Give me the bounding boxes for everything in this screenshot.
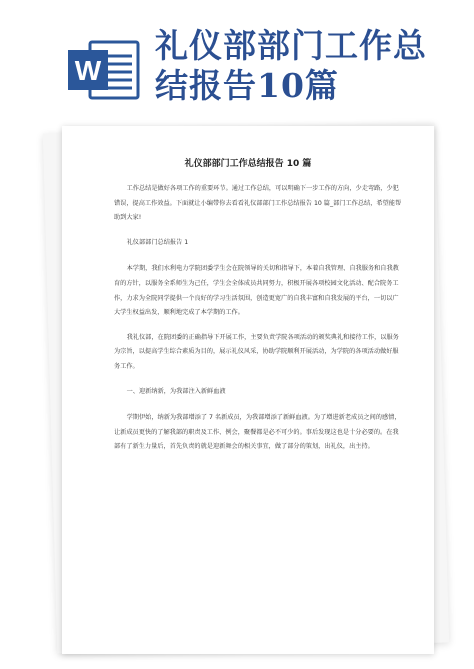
banner: [0, 0, 474, 122]
document-body: [114, 182, 402, 465]
section-heading-recruit: 一、迎新纳新，为我部注入新鲜血液: [126, 387, 226, 395]
body-paragraph-recruit: 学期伊始，纳新为我部增添了 7 名新成员，为我部增添了新鲜血液。为了增进新老成员之间的感情，让新成员更快的了解我部的职责及工作、例会，聚餐都是必不可少的。事后发现这也是十分必要的。在我部有了新生力量后，首先负责的就是迎新舞会的相关事宜，做了部分的策划，出礼仪，出主持。: [114, 414, 401, 451]
banner-title-line-2: 结报告10篇: [155, 66, 339, 105]
word-icon-letter: W: [74, 55, 102, 86]
banner-title: [155, 26, 465, 106]
document-page: [62, 126, 434, 654]
intro-paragraph: 工作总结是做好各项工作的重要环节。通过工作总结，可以明确下一步工作的方向，少走弯路，少犯错误，提高工作效益。下面就让小编带你去看看礼仪部部门工作总结报告 10 篇_部门工作总结，希望能帮助到大家!: [114, 185, 402, 222]
document-title: 礼仪部部门工作总结报告 10 篇: [184, 159, 312, 169]
body-paragraph-semester: 本学期，我们水利电力学院团委学生会在院领导的关切和指导下，本着自我管理、自我服务和自我教育的方针，以服务全系师生为己任，学生会全体成员共同努力，积极开展各项校园文化活动、配合院务工作，力求为全院同学提供一个良好的学习生活氛围，创造更宽广的自我丰富和自我发展的平台，一切以广大学生权益出发，顺利地完成了本学期的工作。: [114, 265, 399, 317]
banner-title-line-1: 礼仪部部门工作总: [155, 26, 427, 65]
section-heading-report-1: 礼仪部部门总结报告 1: [126, 238, 189, 246]
body-paragraph-department: 我礼仪部，在院团委的正确指导下开展工作，主要负责学院各项活动的颁奖典礼和接待工作，以服务为宗旨，以提高学生综合素质为目的，展示礼仪风采，协助学院顺利开展活动，为学院的各项活动做好服务工作。: [114, 333, 399, 370]
word-document-icon: [68, 38, 140, 102]
